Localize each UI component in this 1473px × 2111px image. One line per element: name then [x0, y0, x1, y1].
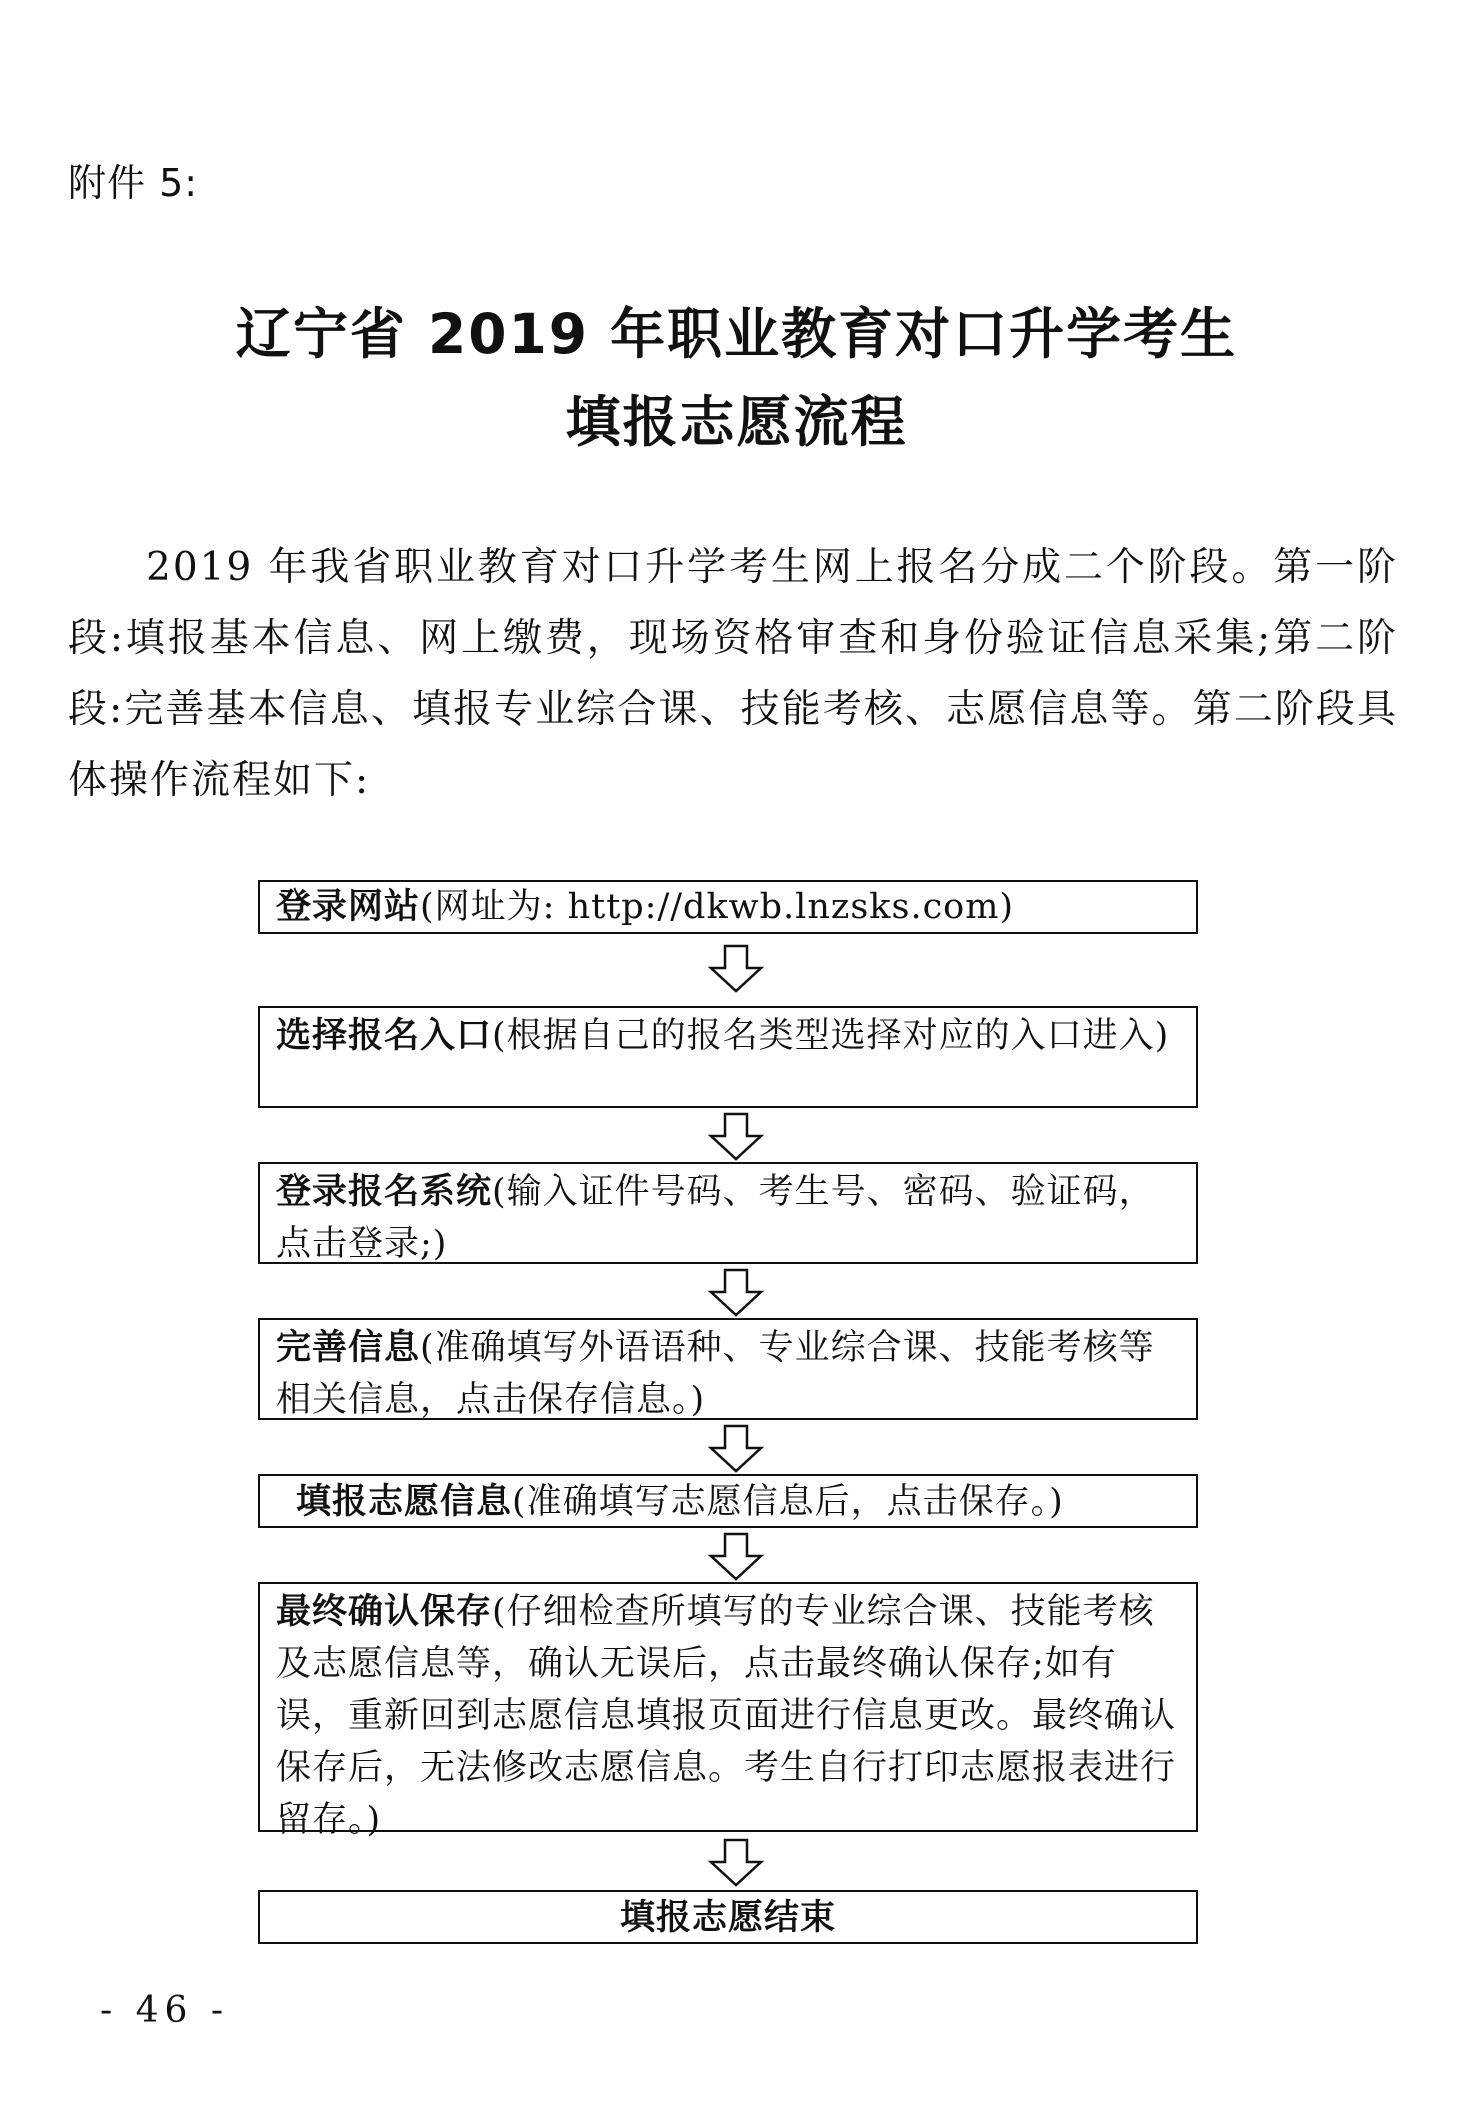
flow-step-complete-info	[258, 1318, 1198, 1420]
step-detail: (网址为: http://dkwb.lnzsks.com)	[420, 887, 1015, 927]
document-title-line-1: 辽宁省 2019 年职业教育对口升学考生	[235, 302, 1238, 366]
flow-step-login-website	[258, 880, 1198, 934]
flow-step-login-system	[258, 1162, 1198, 1264]
flow-step-select-entry	[258, 1006, 1198, 1108]
step-heading: 完善信息	[276, 1328, 421, 1368]
document-title-line-2: 填报志愿流程	[565, 390, 908, 454]
step-heading: 最终确认保存	[276, 1592, 493, 1632]
step-heading: 填报志愿结束	[619, 1898, 836, 1938]
page-number: - 46 -	[100, 1990, 230, 2031]
step-detail: (根据自己的报名类型选择对应的入口进入)	[492, 1016, 1170, 1056]
step-heading: 选择报名入口	[276, 1016, 493, 1056]
step-detail: (准确填写外语语种、专业综合课、技能考核等相关信息，点击保存信息。)	[276, 1328, 1155, 1420]
step-heading: 登录报名系统	[276, 1172, 493, 1212]
down-arrow-icon	[708, 1112, 764, 1162]
intro-paragraph: 2019 年我省职业教育对口升学考生网上报名分成二个阶段。第一阶段:填报基本信息、网上缴费，现场资格审查和身份验证信息采集;第二阶段:完善基本信息、填报专业综合课、技能考核、志愿信息等。第二阶段具体操作流程如下:	[68, 545, 1398, 803]
attachment-label: 附件 5:	[68, 161, 199, 205]
down-arrow-icon	[708, 1532, 764, 1582]
flow-step-fill-preferences	[258, 1474, 1198, 1528]
down-arrow-icon	[708, 1838, 764, 1888]
step-heading: 登录网站	[276, 887, 421, 927]
down-arrow-icon	[708, 1424, 764, 1474]
down-arrow-icon	[708, 1268, 764, 1318]
step-heading: 填报志愿信息	[296, 1482, 513, 1522]
step-detail: (准确填写志愿信息后，点击保存。)	[512, 1482, 1064, 1522]
step-detail: (输入证件号码、考生号、密码、验证码，点击登录;)	[276, 1172, 1155, 1264]
flow-step-final-confirm	[258, 1582, 1198, 1840]
step-detail: (仔细检查所填写的专业综合课、技能考核及志愿信息等，确认无误后，点击最终确认保存;如有误，重新回到志愿信息填报页面进行信息更改。最终确认保存后，无法修改志愿信息。考生自行打印志愿报表进行留存。)	[276, 1592, 1177, 1840]
down-arrow-icon	[708, 944, 764, 994]
flow-step-end	[258, 1890, 1198, 1944]
